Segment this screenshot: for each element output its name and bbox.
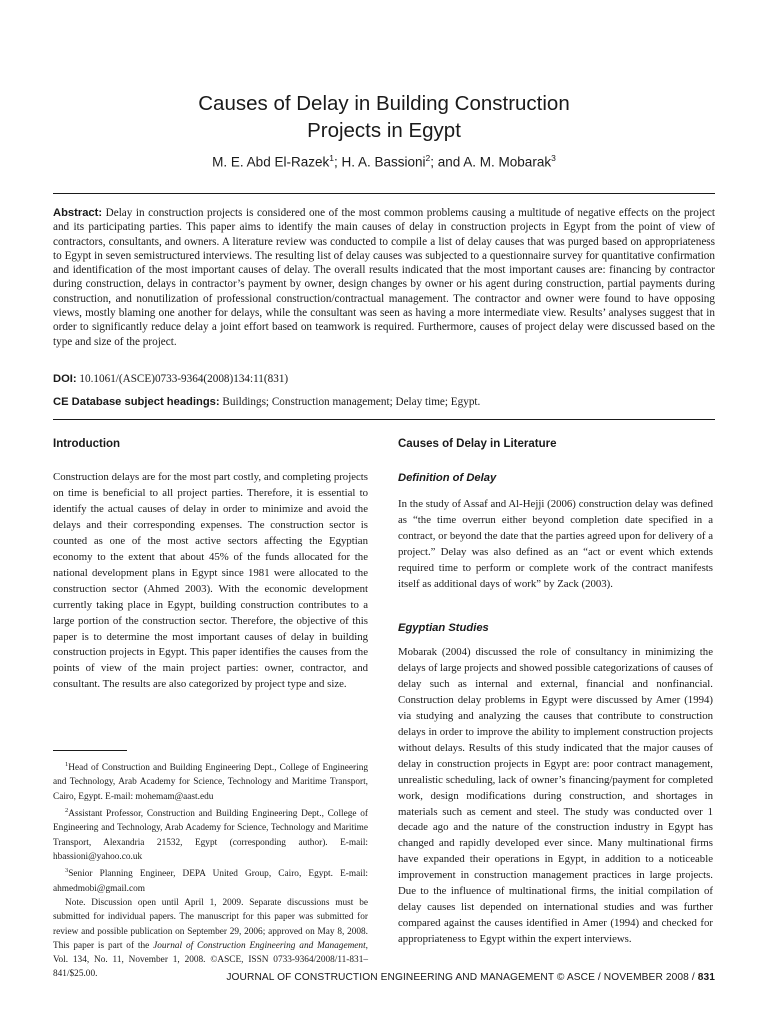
author-separator: ;: [333, 154, 342, 170]
footnote-2-text: Assistant Professor, Construction and Building Engineering Dept., College of Engineering and Technology, Arab Academy for Science, Technology and Maritime Transport, Alexandria 21532, Egypt (corresponding author). E-mail: hbassioni@yahoo.co.uk: [53, 809, 368, 862]
footnotes: [53, 758, 368, 982]
author-1: M. E. Abd El-Razek: [212, 154, 330, 170]
footnote-1-marker: 1: [65, 761, 69, 768]
page-footer: [226, 972, 715, 983]
egyptian-studies-text: [398, 645, 713, 948]
author-3-affiliation-marker: 3: [551, 153, 556, 163]
footnote-divider: [53, 750, 127, 751]
note-text-b: , Vol. 134, No. 11, November 1, 2008. ©ASCE, ISSN 0733-9364/2008/11-831–841/$25.00.: [53, 940, 368, 980]
definition-text: [398, 497, 713, 593]
doi-line: [53, 373, 715, 385]
egyptian-studies-paragraph: Mobarak (2004) discussed the role of consultancy in minimizing the delays of large projects and showed possible categorizations of causes of delay such as internal and external, financial and nonfinancial. Construction delay problems in Egypt were discussed by Amer (1994) via studying and analyzing the causes that contribute to construction delays in order to improve the ability to implement construction projects without delays. Results of this study indicated that the major causes of delay in construction projects in Egypt are: poor contract management, unrealistic scheduling, lack of owner’s financing/payment for completed work, design modifications during construction, and shortages in materials such as cement and steel. The study was conducted over 1 decade ago and the nature of the construction industry in Egypt has changed and rapidly developed ever since. Many multinational firms have expanded their operations in Egypt, in addition to a noticeable improvement in construction management practices in large projects. Due to the influence of multinational firms, the initial compilation of delay causes list depended on international studies and was further compared against the causes identified in Amer (1994) and checked for appropriateness to Egypt within the expert interviews.: [398, 646, 713, 946]
paper-title: [0, 90, 768, 144]
egyptian-studies-heading: Egyptian Studies: [398, 622, 489, 634]
footnote-1: [53, 758, 368, 804]
abstract-label: Abstract:: [53, 207, 103, 219]
author-1-affiliation-marker: 1: [329, 153, 334, 163]
introduction-heading: Introduction: [53, 438, 121, 450]
abstract-text: Delay in construction projects is considered one of the most common problems causing a multitude of negative effects on the project and its participating parties. This paper aims to identify the main causes of delay in construction projects in Egypt from the point of view of contractors, consultants, and owners. A literature review was conducted to compile a list of delay causes that was purged based on appropriateness to Egypt in seven semistructured interviews. The resulting list of delay causes was subjected to a questionnaire survey for quantitative confirmation and identification of the most important causes of delay. The overall results indicated that the most important causes are: financing by contractor during construction, delays in contractor’s payment by owner, design changes by owner or his agent during construction, partial payments during construction, and nonutilization of professional construction/contractual management. The contractor and owner were found to have opposing views, mostly blaming one another for delays, while the consultant was seen as having a more intermediate view. Results’ analyses suggest that in order to significantly reduce delay a joint effort based on teamwork is required. Furthermore, causes of project delay were discussed based on the type and size of the project.: [53, 207, 716, 348]
literature-heading: Causes of Delay in Literature: [398, 438, 557, 450]
footnote-2-marker: 2: [65, 806, 69, 814]
title-line-2: Projects in Egypt: [307, 119, 461, 142]
definition-paragraph: In the study of Assaf and Al-Hejji (2006) construction delay was defined as “the time overrun either beyond completion date specified in a contract, or beyond the date that the parties agreed upon for delivery of a project.” Delay was also defined as an “act or event which extends required time to perform or complete work of the contract manifests itself as additional days of work” by Zack (2003).: [398, 498, 713, 590]
section-divider: [53, 419, 715, 420]
discussion-note: [53, 896, 368, 982]
abstract: [53, 206, 715, 349]
subject-headings-value: Buildings; Construction management; Delay time; Egypt.: [222, 396, 481, 408]
introduction-text: [53, 470, 368, 693]
footnote-2: [53, 804, 368, 864]
subject-headings-label: CE Database subject headings:: [53, 396, 220, 408]
author-3: A. M. Mobarak: [463, 154, 552, 170]
footnote-3-text: Senior Planning Engineer, DEPA United Group, Cairo, Egypt. E-mail: ahmedmobi@gmail.com: [53, 869, 368, 894]
top-divider: [53, 193, 715, 194]
footnote-1-text: Head of Construction and Building Engineering Dept., College of Engineering and Technology, Arab Academy for Science, Technology and Maritime Transport, Cairo, Egypt. E-mail: mohemam@aast.edu: [53, 763, 368, 802]
author-2: H. A. Bassioni: [341, 154, 426, 170]
definition-heading: Definition of Delay: [398, 472, 497, 484]
doi-label: DOI:: [53, 373, 77, 385]
subject-headings: [53, 396, 715, 408]
author-list: [0, 153, 768, 170]
note-journal-name: Journal of Construction Engineering and Management: [153, 940, 366, 951]
author-2-affiliation-marker: 2: [425, 153, 431, 163]
footnote-3-marker: 3: [65, 867, 69, 875]
note-text-a: Note. Discussion open until April 1, 2009. Separate discussions must be submitted for individual papers. The manuscript for this paper was submitted for review and possible publication on September 29, 2006; approved on May 8, 2008. This paper is part of the: [53, 897, 368, 951]
doi-value[interactable]: 10.1061/(ASCE)0733-9364(2008)134:11(831): [79, 373, 289, 385]
title-line-1: Causes of Delay in Building Construction: [198, 92, 570, 115]
introduction-paragraph: Construction delays are for the most part costly, and completing projects on time is beneficial to all project parties. Therefore, it is essential to identify the actual causes of delay in order to minimize and avoid the delays and their corresponding expenses. The construction sector is counted as one of the most active sectors affecting the Egyptian economy to the extent that about 45% of the funds allocated for the national development plans in Egypt since 1981 were allocated to the construction sector (Ahmed 2003). With the economic development currently taking place in Egypt, building construction contributes to a large portion of the construction sector. Therefore, the objective of this paper is to determine the most important causes of delay in building construction projects in Egypt. This paper identifies the causes from the points of view of the main project parties: owner, contractor, and consultant. The results are also categorized by project type and size.: [53, 471, 368, 691]
footnote-3: [53, 864, 368, 896]
page-number: 831: [697, 972, 715, 983]
author-separator: ; and: [430, 154, 464, 170]
journal-footer-text: JOURNAL OF CONSTRUCTION ENGINEERING AND MANAGEMENT © ASCE / NOVEMBER 2008 /: [226, 972, 698, 983]
